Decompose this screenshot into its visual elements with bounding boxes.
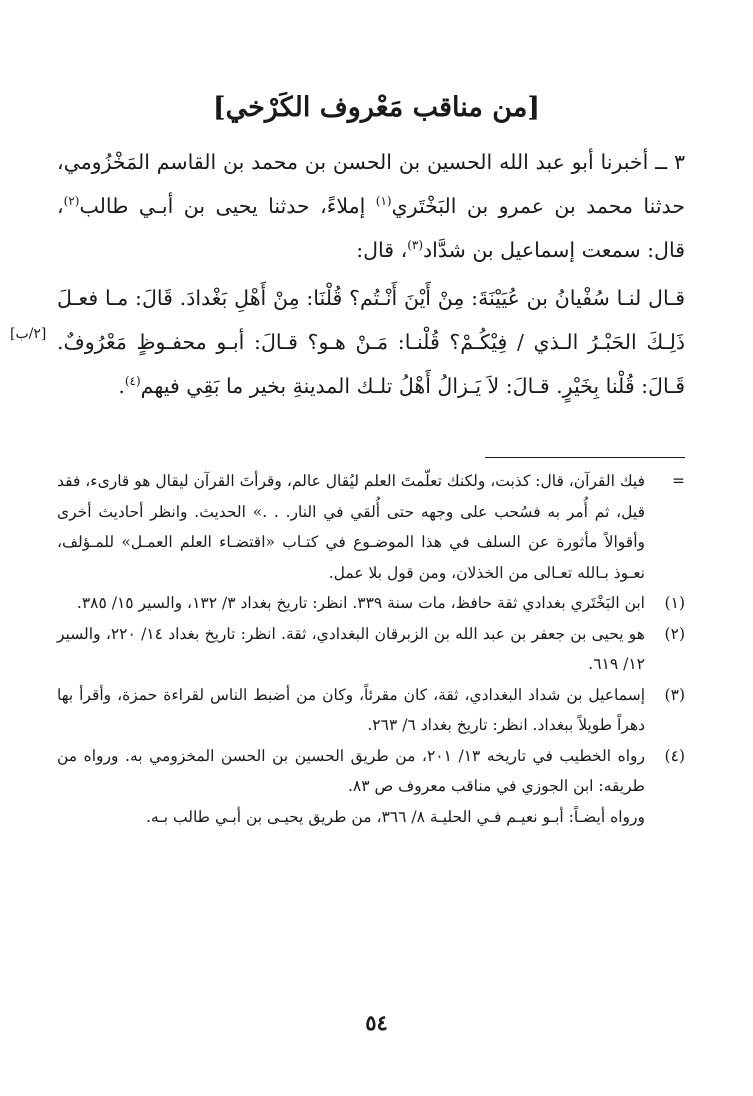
footnote-continuation — [57, 466, 685, 588]
isnad-paragraph — [57, 140, 685, 272]
footnote-ref-3[interactable]: (٣) — [407, 238, 424, 253]
footnote-ref-1[interactable]: (١) — [375, 194, 392, 209]
isnad-part-3: ، قال: سمعت إسماعيل بن شدَّاد — [57, 194, 685, 262]
quote-part-1: قـال لنـا سُفْيانُ بن عُيَيْنَةَ: مِنْ أَيْنَ أَنْـتُم؟ قُلْنَا: مِنْ أَهْلِ بَغْدادَ. قَالَ: مـا فعـلَ ذَلِـكَ الحَبْـرُ الـذي / فِيْكُـمْ؟ قُلْنـا: مَـنْ هـو؟ قـالَ: أبـو محفـوظٍ مَعْرُوفٌ. قَـالَ: قُلْنا بِخَيْرٍ. قـالَ: لاَ يَـزالُ أَهْلُ تلـك المدينةِ بخير ما بَقِي فيهم — [57, 286, 685, 398]
footnote-ref-4[interactable]: (٤) — [124, 374, 141, 389]
footnote-text-extra: ورواه أيضـاً: أبـو نعيـم فـي الحليـة ٨/ ٣٦٦، من طريق يحيـى بن أبـي طالب بـه. — [146, 807, 645, 826]
footnote-text: رواه الخطيب في تاريخه ١٣/ ٢٠١، من طريق الحسين بن الحسن المخزومي به. ورواه من طريقه: ابن الجوزي في مناقب معروف ص ٨٣. — [57, 746, 645, 795]
continuation-text: فيك القرآن، قال: كذبت، ولكنك تعلّمتَ العلم ليُقال عالم، وقرأتَ القرآن ليقال هو قارىء، فقد قيل، ثم أُمر به فسُحب على وجهه حتى أُلقي في النار. . .» الحديث. وانظر أحاديث أخرى وأقوالاً مأثورة عن السلف في هذا الموضـوع في كتـاب «اقتضـاء العلم العمـل» للمـؤلف، نعـوذ بـالله تعـالى من الخذلان، ومن قول بلا عمل. — [56, 472, 645, 582]
quote-paragraph — [57, 276, 685, 408]
isnad-text — [57, 140, 685, 272]
quote-text — [57, 276, 685, 408]
isnad-part-2: إملاءً، حدثنا يحيى بن أبـي طالب — [79, 194, 376, 218]
page-number: ٥٤ — [365, 1010, 388, 1035]
footnote-number: (٤) — [664, 746, 685, 765]
isnad-part-1: ٣ ــ أخبرنا أبو عبد الله الحسين بن الحسن بن محمد بن القاسم المَخْزُومي، حدثنا محمد بن عمرو بن البَخْتَري — [57, 150, 685, 218]
footnote-number: (٢) — [664, 624, 685, 643]
footnote-number: (٣) — [664, 685, 685, 704]
section-heading: [من مناقب مَعْروف الكَرْخي] — [212, 92, 541, 123]
footnote-2 — [57, 619, 685, 680]
footnote-4 — [57, 741, 685, 833]
footnote-text: ابن البَخْتَري بغدادي ثقة حافظ، مات سنة ٣٣٩. انظر: تاريخ بغداد ٣/ ١٣٢، والسير ١٥/ ٣٨٥. — [76, 594, 645, 612]
footnote-1 — [57, 588, 685, 619]
footnote-number: (١) — [664, 594, 685, 612]
footnote-text: إسماعيل بن شداد البغدادي، ثقة، كان مقرئاً، وكان من أضبط الناس لقراءة حمزة، وأقرأ بها دهراً طويلاً ببغداد. انظر: تاريخ بغداد ٦/ ٢٦٣. — [57, 685, 645, 734]
manuscript-folio-marker: [٢/ب] — [10, 326, 47, 342]
quote-end: . — [118, 374, 125, 398]
footnote-text: هو يحيى بن جعفر بن عبد الله بن الزبرقان البغدادي، ثقة. انظر: تاريخ بغداد ١٤/ ٢٢٠، والسير ١٢/ ٦١٩. — [57, 624, 645, 673]
footnotes-section — [57, 466, 685, 832]
footnote-separator — [485, 457, 685, 458]
isnad-part-4: ، قال: — [356, 238, 408, 262]
continuation-marker: = — [672, 472, 685, 490]
footnote-3 — [57, 680, 685, 741]
footnote-ref-2[interactable]: (٢) — [63, 194, 80, 209]
